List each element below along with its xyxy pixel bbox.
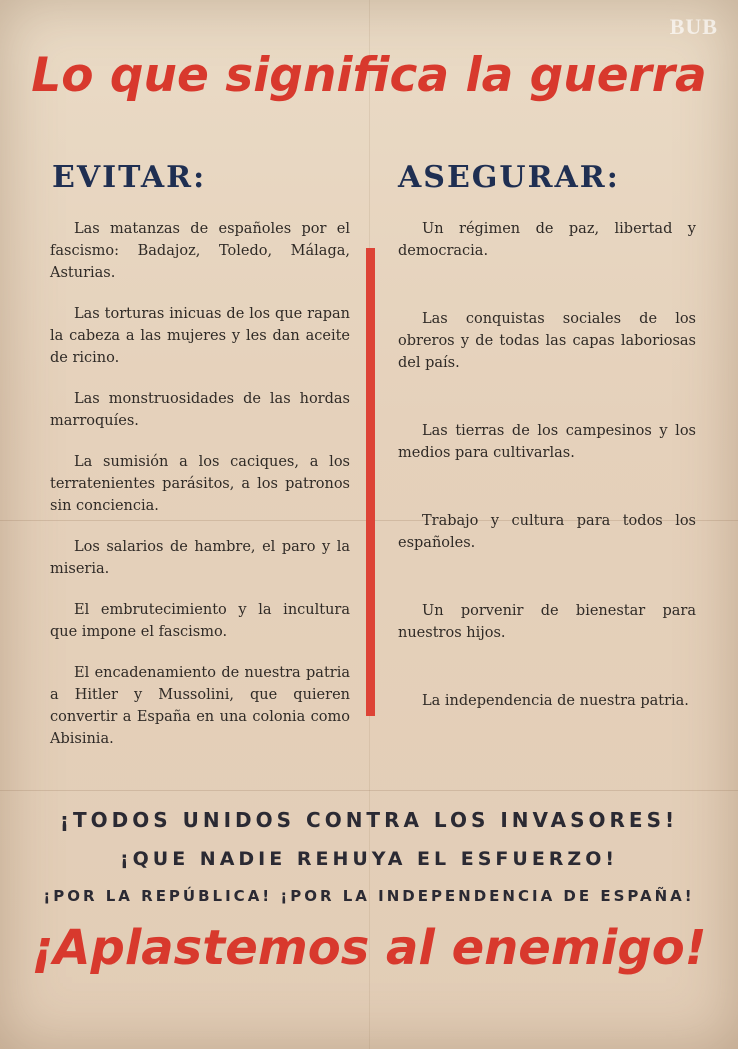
slogan-republica: ¡POR LA REPÚBLICA! ¡POR LA INDEPENDENCIA DE ESPAÑA!	[43, 887, 695, 905]
evitar-item: El encadenamiento de nuestra patria a Hitler y Mussolini, que quieren convertir a España en una colonia como Abisinia.	[50, 665, 350, 747]
asegurar-item: La independencia de nuestra patria.	[422, 693, 689, 709]
slogan-esfuerzo: ¡QUE NADIE REHUYA EL ESFUERZO!	[119, 848, 619, 870]
evitar-item: Las monstruosidades de las hordas marroquíes.	[50, 391, 350, 429]
asegurar-heading: ASEGURAR:	[398, 160, 620, 195]
asegurar-item: Un régimen de paz, libertad y democracia.	[398, 221, 696, 259]
red-divider	[366, 248, 375, 716]
asegurar-item: Las conquistas sociales de los obreros y de todas las capas laboriosas del país.	[398, 311, 696, 371]
asegurar-item: Un porvenir de bienestar para nuestros hijos.	[398, 603, 696, 641]
asegurar-item: Trabajo y cultura para todos los españoles.	[398, 513, 696, 551]
evitar-item: Las matanzas de españoles por el fascismo: Badajoz, Toledo, Málaga, Asturias.	[50, 221, 350, 281]
evitar-heading: EVITAR:	[52, 160, 207, 195]
asegurar-column	[398, 218, 696, 758]
closing-slogan: ¡Aplastemos al enemigo!	[31, 920, 707, 976]
evitar-item: El embrutecimiento y la incultura que impone el fascismo.	[50, 602, 350, 640]
slogan-unidos: ¡TODOS UNIDOS CONTRA LOS INVASORES!	[59, 808, 679, 832]
evitar-item: La sumisión a los caciques, a los terratenientes parásitos, a los patronos sin conciencia.	[50, 454, 350, 514]
asegurar-item: Las tierras de los campesinos y los medios para cultivarlas.	[398, 423, 696, 461]
archive-stamp: BUB	[669, 14, 718, 39]
evitar-column	[50, 218, 350, 769]
evitar-item: Las torturas inicuas de los que rapan la cabeza a las mujeres y les dan aceite de ricino.	[50, 306, 350, 366]
poster-title: Lo que significa la guerra	[31, 48, 707, 103]
evitar-item: Los salarios de hambre, el paro y la miseria.	[50, 539, 350, 577]
